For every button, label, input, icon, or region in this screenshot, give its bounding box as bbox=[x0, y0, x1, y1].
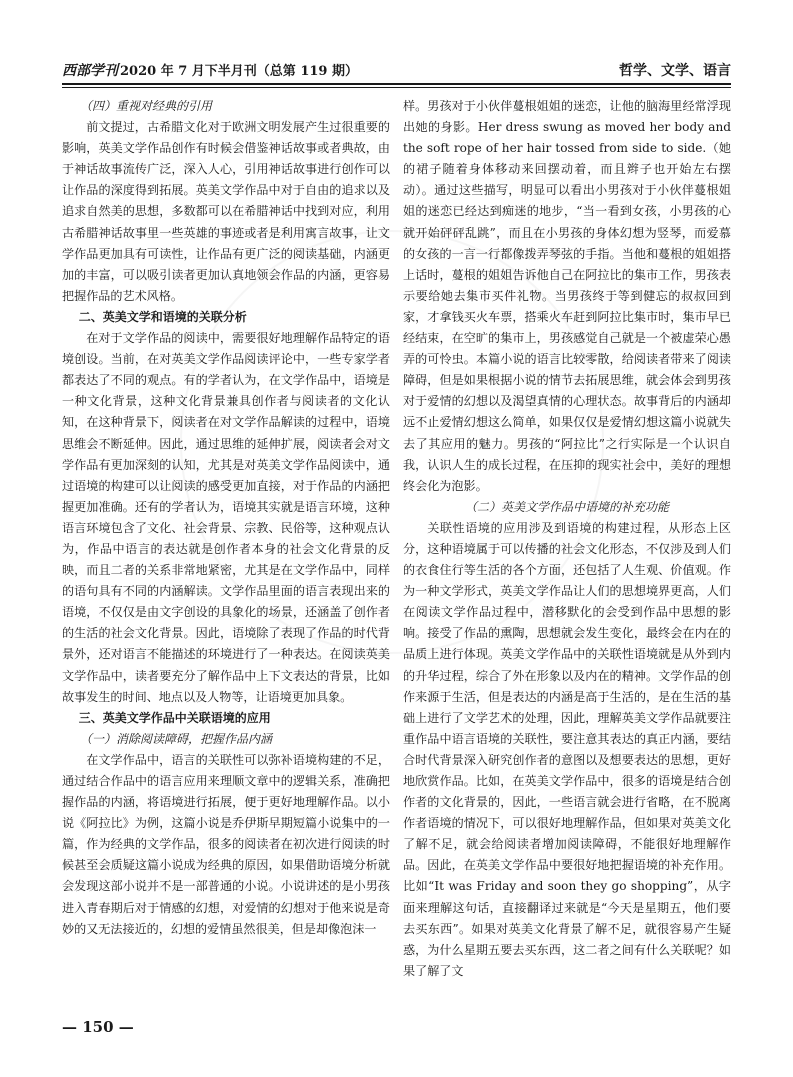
subheading: （一）消除阅读障碍，把握作品内涵 bbox=[80, 731, 273, 746]
subheading: （二）英美文学作品中语境的补充功能 bbox=[464, 499, 669, 514]
left-column bbox=[62, 96, 390, 1036]
subheading: （四）重视对经典的引用 bbox=[80, 99, 213, 113]
section-heading: 三、英美文学作品中关联语境的应用 bbox=[78, 710, 271, 725]
paragraph: 在文学作品中，语言的关联性可以弥补语境构建的不足，通过结合作品中的语言应用来理顺文章中的逻辑关系，准确把握作品的内涵，将语境进行拓展，便于更好地理解作品。以小说《阿拉比》为例，这篇小说是乔伊斯早期短篇小说集中的一篇，作为经典的文学作品，很多的阅读者在初次进行阅读的时候甚至会质疑这篇小说成为经典的原因，如果借助语境分析就会发现这部小说并不是一部普通的小说。小说讲述的是小男孩进入青春期后对于情感的幻想，对爱情的幻想对于他来说是奇妙的又无法接近的，幻想的爱情虽然很美，但是却像泡沫一 bbox=[62, 752, 390, 936]
page-header bbox=[62, 58, 731, 82]
header-rule-thin bbox=[62, 87, 731, 88]
issue-info: 2020 年 7 月下半月刊（总第 119 期） bbox=[120, 64, 358, 79]
paragraph: 样。男孩对于小伙伴蔓根姐姐的迷恋，让他的脑海里经常浮现出她的身影。Her dress swung as moved her body and the soft rope of her hair tossed from side to side.（她的裙子随着身体移动来回摆动着，而且辫子也开始左右摆动）。通过这些描写，明显可以看出小男孩对于小伙伴蔓根姐姐的迷恋已经达到痴迷的地步，“当一看到女孩，小男孩的心就开始砰砰乱跳”，而且在小男孩的身体幻想为竖琴，而爱慕的女孩的一言一行都像拨弄琴弦的手指。当他和蔓根的姐姐搭上话时，蔓根的姐姐告诉他自己在阿拉比的集市工作，男孩表示要给她去集市买件礼物。当男孩终于等到健忘的叔叔回到家，才拿钱买火车票，搭乘火车赶到阿拉比集市时，集市早已经结束，在空旷的集市上，男孩感觉自己就是一个被虚荣心愚弄的可怜虫。本篇小说的语言比较零散，给阅读者带来了阅读障碍，但是如果根据小说的情节去拓展思维，就会体会到男孩对于爱情的幻想以及渴望真情的心理状态。故事背后的内涵却远不止爱情幻想这么简单，如果仅仅是爱情幻想这篇小说就失去了其应用的魅力。男孩的“阿拉比”之行实际是一个认识自我，认识人生的成长过程，在压抑的现实社会中，美好的理想终会化为泡影。 bbox=[403, 99, 731, 493]
section-title: 哲学、文学、语言 bbox=[619, 63, 731, 79]
journal-name: 西部学刊 bbox=[62, 63, 118, 79]
paragraph: 前文提过，古希腊文化对于欧洲文明发展产生过很重要的影响，英美文学作品创作有时候会借鉴神话故事或者典故，由于神话故事流传广泛，深入人心，引用神话故事进行创作可以让作品的深度得到拓展。英美文学作品中对于自由的追求以及追求自然美的思想，多数都可以在希腊神话中找到对应，利用古希腊神话故事里一些英雄的事迹或者是利用寓言故事，让文学作品更加具有可读性，让作品有更广泛的阅读基础，内涵更加的丰富，可以吸引读者更加认真地领会作品的内涵，更容易把握作品的艺术风格。 bbox=[62, 120, 390, 303]
header-rule bbox=[62, 83, 731, 85]
paragraph: 在对于文学作品的阅读中，需要很好地理解作品特定的语境创设。当前，在对英美文学作品阅读评论中，一些专家学者都表达了不同的观点。有的学者认为，在文学作品中，语境是一种文化背景，这种文化背景兼具创作者与阅读者的文化认知，在这种背景下，阅读者在对文学作品解读的过程中，语境思维会不断延伸。因此，通过思维的延伸扩展，阅读者会对文学作品有更加深刻的认知，尤其是对英美文学作品阅读中，通过语境的构建可以让阅读的感受更加直接，对于作品的内涵把握更加准确。还有的学者认为，语境其实就是语言环境，这种语言环境包含了文化、社会背景、宗教、民俗等，这种观点认为，作品中语言的表达就是创作者本身的社会文化背景的反映，而且二者的关系非常地紧密，尤其是在文学作品中，同样的语句具有不同的内涵解读。文学作品里面的语言表现出来的语境，不仅仅是由文字创设的具象化的场景，还涵盖了创作者的生活的社会文化背景。因此，语境除了表现了作品的时代背景外，还对语言不能描述的环境进行了一种表达。在阅读英美文学作品中，读者要充分了解作品中上下文表达的背景，比如故事发生的时间、地点以及人物等，让语境更加具象。 bbox=[62, 331, 390, 704]
right-column bbox=[403, 96, 731, 1036]
header-journal-info bbox=[62, 60, 358, 80]
page-number: — 150 — bbox=[62, 1018, 134, 1036]
paragraph: 关联性语境的应用涉及到语境的构建过程，从形态上区分，这种语境属于可以传播的社会文化形态，不仅涉及到人们的衣食住行等生活的各个方面，还包括了人生观、价值观。作为一种文学形式，英美文学作品让人们的思想境界更高，人们在阅读文学作品过程中，潜移默化的会受到作品中思想的影响。接受了作品的熏陶，思想就会发生变化，最终会在内在的品质上进行体现。英美文学作品中的关联性语境就是从外到内的升华过程，综合了外在形象以及内在的精神。文学作品的创作来源于生活，但是表达的内涵是高于生活的，是在生活的基础上进行了文学艺术的处理，因此，理解英美文学作品就要注重作品中语言语境的关联性，要注意其表达的真正内涵，要结合时代背景深入研究创作者的意图以及想要表达的思想，更好地欣赏作品。比如，在英美文学作品中，很多的语境是结合创作者的文化背景的，因此，一些语言就会进行省略，在不脱离作者语境的情况下，可以很好地理解作品，但如果对英美文化了解不足，就会给阅读者增加阅读障碍，不能很好地理解作品。因此，在英美文学作品中要很好地把握语境的补充作用。比如“It was Friday and soon they go shopping”，从字面来理解这句话，直接翻译过来就是“今天是星期五，他们要去买东西”。如果对英美文化背景了解不足，就很容易产生疑惑，为什么星期五要去买东西，这二者之间有什么关联呢？如果了解了文 bbox=[403, 520, 731, 978]
section-heading: 二、英美文学和语境的关联分析 bbox=[78, 309, 247, 324]
